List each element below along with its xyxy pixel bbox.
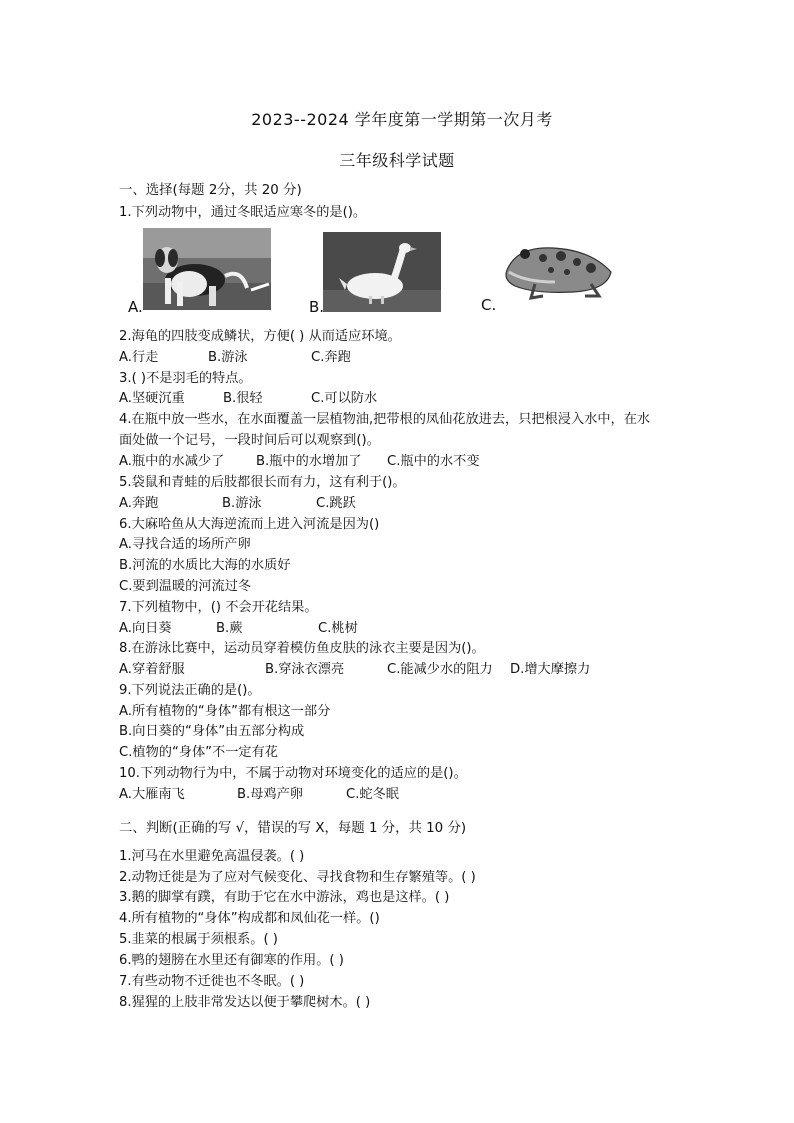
judge-item: 1.河马在水里避免高温侵袭。( ) — [119, 849, 305, 864]
judge-item: 5.韭菜的根属于须根系。( ) — [119, 932, 278, 947]
q4-option-c: C.瓶中的水不变 — [387, 454, 480, 469]
q2-option-c: C.奔跑 — [311, 350, 351, 365]
q4-stem-line2: 面处做一个记号，一段时间后可以观察到()。 — [119, 433, 380, 448]
q2-option-b: B.游泳 — [208, 350, 248, 365]
q7-option-c: C.桃树 — [318, 621, 358, 636]
q1-stem: 1.下列动物中，通过冬眠适应寒冬的是()。 — [119, 205, 367, 220]
dog-photo — [143, 228, 271, 310]
judge-item: 8.猩猩的上肢非常发达以便于攀爬树木。( ) — [119, 995, 371, 1010]
sub-title: 三年级科学试题 — [339, 151, 455, 170]
q4-option-b: B.瓶中的水增加了 — [256, 454, 362, 469]
q6-option-b: B.河流的水质比大海的水质好 — [119, 558, 291, 573]
q5-stem: 5.袋鼠和青蛙的后肢都很长而有力，这有利于()。 — [119, 475, 406, 490]
judge-item: 3.鹅的脚掌有蹼，有助于它在水中游泳，鸡也是这样。( ) — [119, 890, 450, 905]
q1-option-b-label: B. — [309, 298, 325, 316]
q8-option-d: D.增大摩擦力 — [510, 662, 591, 677]
section2-heading: 二、判断(正确的写 √，错误的写 X，每题 1 分，共 10 分) — [119, 821, 467, 836]
q7-stem: 7.下列植物中，() 不会开花结果。 — [119, 600, 318, 615]
q9-option-a: A.所有植物的“身体”都有根这一部分 — [119, 704, 331, 719]
q8-option-b: B.穿泳衣漂亮 — [265, 662, 345, 677]
judge-item: 7.有些动物不迁徙也不冬眠。( ) — [119, 974, 305, 989]
q9-stem: 9.下列说法正确的是()。 — [119, 683, 261, 698]
q3-option-c: C.可以防水 — [311, 391, 378, 406]
goose-photo — [323, 232, 441, 312]
q10-option-a: A.大雁南飞 — [119, 787, 185, 802]
q9-option-b: B.向日葵的“身体”由五部分构成 — [119, 724, 305, 739]
q4-option-a: A.瓶中的水减少了 — [119, 454, 225, 469]
q5-option-b: B.游泳 — [222, 496, 262, 511]
q6-option-a: A.寻找合适的场所产卵 — [119, 537, 251, 552]
main-title: 2023--2024 学年度第一学期第一次月考 — [251, 110, 553, 129]
q2-option-a: A.行走 — [119, 350, 159, 365]
q5-option-c: C.跳跃 — [316, 496, 356, 511]
q2-stem: 2.海龟的四肢变成鳞状，方便( ) 从而适应环境。 — [119, 329, 401, 344]
q7-option-b: B.蕨 — [216, 621, 243, 636]
q8-stem: 8.在游泳比赛中，运动员穿着模仿鱼皮肤的泳衣主要是因为()。 — [119, 641, 485, 656]
q6-stem: 6.大麻哈鱼从大海逆流而上进入河流是因为() — [119, 517, 380, 532]
q8-option-a: A.穿着舒服 — [119, 662, 185, 677]
q3-option-b: B.很轻 — [223, 391, 263, 406]
judge-item: 4.所有植物的“身体”构成都和凤仙花一样。() — [119, 911, 380, 926]
q3-stem: 3.( )不是羽毛的特点。 — [119, 371, 252, 386]
q5-option-a: A.奔跑 — [119, 496, 159, 511]
q10-option-b: B.母鸡产卵 — [237, 787, 303, 802]
q10-option-c: C.蛇冬眠 — [346, 787, 399, 802]
q6-option-c: C.要到温暖的河流过冬 — [119, 579, 252, 594]
q7-option-a: A.向日葵 — [119, 621, 172, 636]
frog-photo — [495, 230, 619, 300]
judge-item: 6.鸭的翅膀在水里还有御寒的作用。( ) — [119, 953, 344, 968]
q1-option-c-label: C. — [481, 296, 497, 314]
judge-item: 2.动物迁徙是为了应对气候变化、寻找食物和生存繁殖等。( ) — [119, 870, 476, 885]
q4-stem-line1: 4.在瓶中放一些水，在水面覆盖一层植物油,把带根的凤仙花放进去，只把根浸入水中，在水 — [119, 412, 651, 427]
q3-option-a: A.坚硬沉重 — [119, 391, 185, 406]
q10-stem: 10.下列动物行为中，不属于动物对环境变化的适应的是()。 — [119, 766, 467, 781]
q9-option-c: C.植物的“身体”不一定有花 — [119, 745, 278, 760]
q8-option-c: C.能减少水的阻力 — [387, 662, 493, 677]
q1-option-a-label: A. — [128, 298, 143, 316]
section1-heading: 一、选择(每题 2分，共 20 分) — [119, 183, 302, 198]
